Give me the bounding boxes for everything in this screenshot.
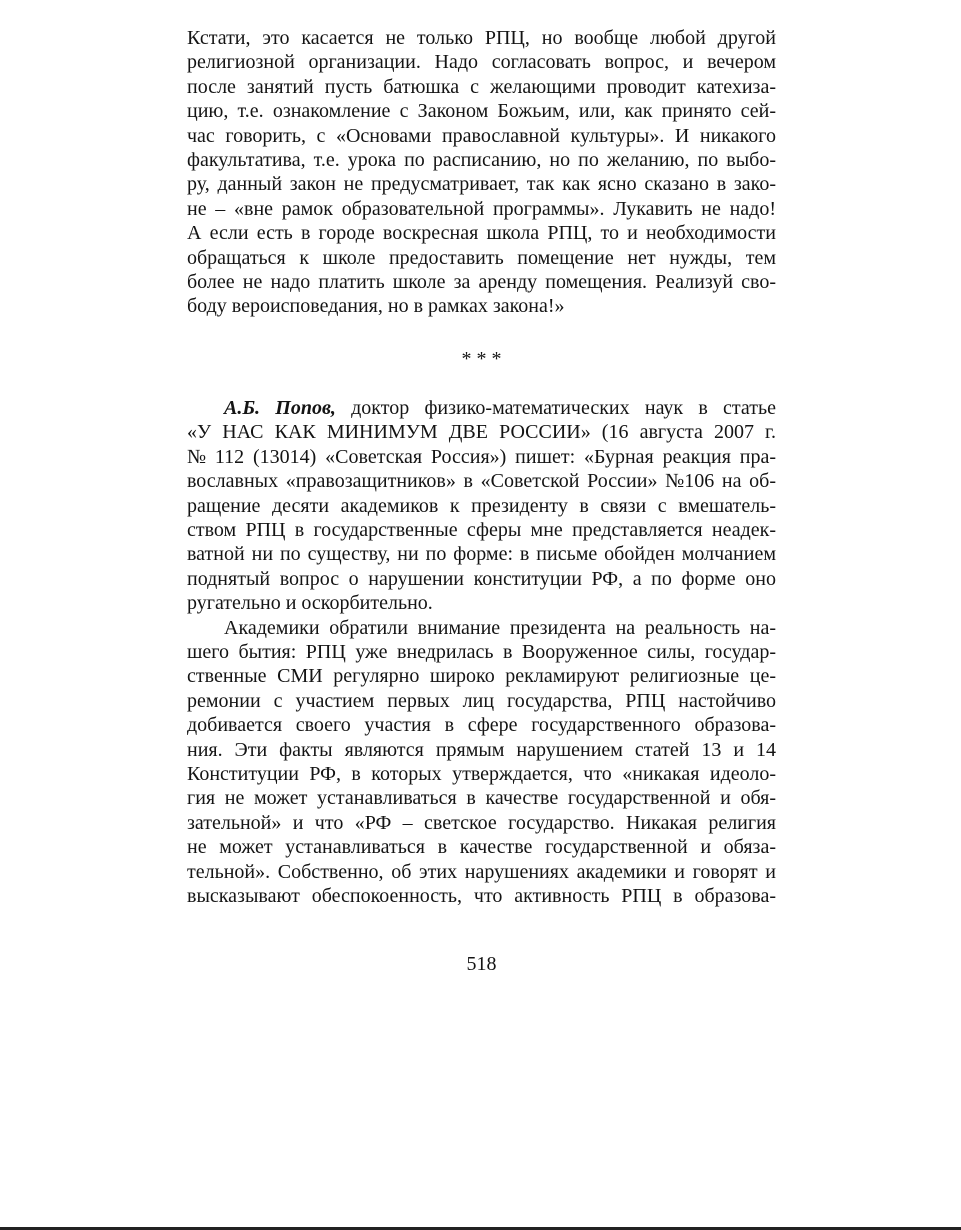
line-text: ватной ни по существу, ни по форме: в письме обойден молчанием — [187, 543, 776, 566]
text-line — [187, 835, 776, 859]
page-number: 518 — [466, 953, 497, 975]
line-text: не может устанавливаться в качестве государственной и обяза- — [187, 836, 776, 859]
text-line — [187, 124, 776, 148]
paragraph-3 — [187, 616, 776, 909]
text-line — [187, 762, 776, 786]
text-line — [187, 689, 776, 713]
text-line — [187, 420, 776, 444]
text-line — [187, 884, 776, 908]
text-line — [224, 616, 776, 640]
text-line — [187, 664, 776, 688]
line-text: ственные СМИ регулярно широко рекламируют религиозные це- — [187, 665, 776, 688]
line-text: ращение десяти академиков к президенту в связи с вмешатель- — [187, 494, 776, 517]
text-line — [187, 294, 776, 318]
line-text: боду вероисповедания, но в рамках закона!» — [187, 295, 565, 318]
line-text: поднятый вопрос о нарушении конституции РФ, а по форме оно — [187, 567, 776, 590]
text-line — [187, 713, 776, 737]
line-text: после занятий пусть батюшка с желающими проводит катехиза- — [187, 75, 776, 98]
line-text: Конституции РФ, в которых утверждается, что «никакая идеоло- — [187, 762, 776, 785]
text-line — [187, 786, 776, 810]
line-text: ством РПЦ в государственные сферы мне представляется неадек- — [187, 518, 776, 541]
text-line — [187, 860, 776, 884]
line-text: обращаться к школе предоставить помещение нет нужды, тем — [187, 246, 776, 269]
line-text: не – «вне рамок образовательной программы». Лукавить не надо! — [187, 197, 776, 220]
line-text: ния. Эти факты являются прямым нарушением статей 13 и 14 — [187, 738, 776, 761]
text-line — [187, 26, 776, 50]
text-line — [187, 99, 776, 123]
text-line — [187, 494, 776, 518]
line-text: шего бытия: РПЦ уже внедрилась в Вооруженное силы, государ- — [187, 640, 776, 663]
text-line — [187, 640, 776, 664]
line-text: высказывают обеспокоенность, что активность РПЦ в образова- — [187, 884, 776, 907]
text-line — [224, 396, 776, 420]
line-text: зательной» и что «РФ – светское государство. Никакая религия — [187, 811, 776, 834]
text-line — [187, 270, 776, 294]
line-text: гия не может устанавливаться в качестве государственной и обя- — [187, 787, 776, 810]
text-line — [187, 50, 776, 74]
text-line — [187, 445, 776, 469]
line-text: Кстати, это касается не только РПЦ, но вообще любой другой — [187, 27, 776, 49]
text-line — [187, 75, 776, 99]
text-line — [187, 246, 776, 270]
text-line — [187, 221, 776, 245]
text-line — [187, 542, 776, 566]
line-text: ремонии с участием первых лиц государства, РПЦ настойчиво — [187, 689, 776, 712]
line-text: А если есть в городе воскресная школа РПЦ, то и необходимости — [187, 222, 776, 245]
line-text-rest: доктор физико-математических наук в статье — [351, 397, 776, 419]
line-text: вославных «правозащитников» в «Советской России» №106 на об- — [187, 470, 776, 493]
line-text — [224, 397, 776, 419]
text-line — [187, 148, 776, 172]
section-separator: * * * — [461, 348, 502, 370]
author-name: А.Б. Попов, — [224, 397, 336, 419]
text-line — [187, 591, 776, 615]
line-text: час говорить, с «Основами православной культуры». И никакого — [187, 124, 776, 147]
paragraph-1 — [187, 26, 776, 319]
line-text: факультатива, т.е. урока по расписанию, но по желанию, по выбо- — [187, 148, 776, 171]
text-line — [187, 518, 776, 542]
line-text: более не надо платить школе за аренду помещения. Реализуй сво- — [187, 270, 776, 293]
line-text: тельной». Собственно, об этих нарушениях академики и говорят и — [187, 860, 776, 883]
line-text: ругательно и оскорбительно. — [187, 592, 433, 615]
line-text: добивается своего участия в сфере государственного образова- — [187, 714, 776, 737]
paragraph-2 — [187, 396, 776, 616]
text-line — [187, 738, 776, 762]
line-text: цию, т.е. ознакомление с Законом Божьим, или, как принято сей- — [187, 100, 776, 123]
text-line — [187, 567, 776, 591]
text-line — [187, 469, 776, 493]
line-text: Академики обратили внимание президента на реальность на- — [224, 616, 776, 639]
line-text: ру, данный закон не предусматривает, так как ясно сказано в зако- — [187, 173, 776, 196]
line-text: «У НАС КАК МИНИМУМ ДВЕ РОССИИ» (16 августа 2007 г. — [187, 421, 776, 444]
text-line — [187, 197, 776, 221]
line-text: религиозной организации. Надо согласовать вопрос, и вечером — [187, 51, 776, 74]
line-text: № 112 (13014) «Советская Россия») пишет: «Бурная реакция пра- — [187, 445, 776, 468]
text-line — [187, 172, 776, 196]
text-line — [187, 811, 776, 835]
